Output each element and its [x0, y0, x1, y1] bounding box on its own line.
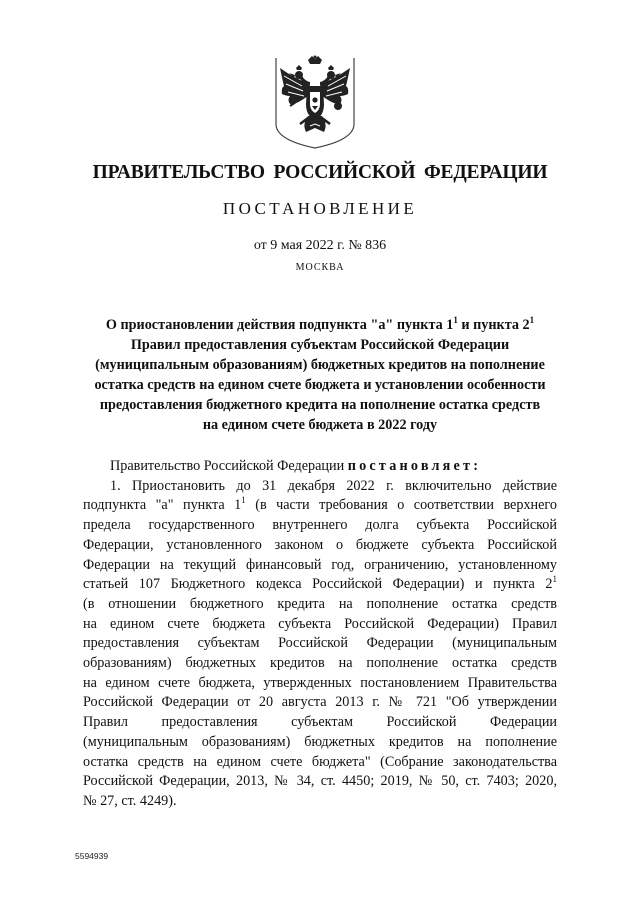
date-and-number: от 9 мая 2022 г. № 836 [253, 238, 387, 253]
body-line: статьей 107 Бюджетного кодекса Российской Федерации) и пункта $2^1$ [83, 574, 557, 593]
body-line: № 27, ст. 4249). [83, 792, 177, 809]
government-name: ПРАВИТЕЛЬСТВО РОССИЙСКОЙ ФЕДЕРАЦИИ [92, 162, 548, 183]
body-line: (муниципальным образованиям) бюджетных кредитов на пополнение [83, 733, 557, 750]
preamble: Правительство Российской Федерации постановляет: [110, 458, 482, 474]
title-line: Правил предоставления субъектам Российской Федерации [130, 337, 510, 353]
title-line: на едином счете бюджета в 2022 году [202, 417, 438, 433]
body-line: Российской Федерации от 20 августа 2013 г. № 721 "Об утверждении [83, 694, 557, 711]
body-line: подпункта "а" пункта $1^1$ (в части требования о соответствии верхнего [83, 495, 557, 514]
document-type: ПОСТАНОВЛЕНИЕ [222, 199, 418, 218]
document-title [60, 315, 580, 435]
body-line: образованиям) бюджетных кредитов на пополнение остатка средств [83, 655, 557, 672]
body-line: (в отношении бюджетного кредита на пополнение остатка средств [83, 595, 557, 612]
document-body [83, 457, 557, 812]
body-line: остатка средств на едином счете бюджета" (Собрание законодательства [83, 753, 557, 770]
title-line: предоставления бюджетного кредита на пополнение остатка средств [99, 397, 541, 413]
body-line: Правил предоставления субъектам Российской Федерации [83, 714, 557, 731]
body-line: Российской Федерации, 2013, № 34, ст. 4450; 2019, № 50, ст. 7403; 2020, [83, 773, 557, 790]
body-line: предела государственного внутреннего долга субъекта Российской [83, 517, 557, 534]
body-line: Федерации на текущий финансовый год, ограничению, установленному [83, 556, 557, 573]
body-line: 1. Приостановить до 31 декабря 2022 г. включительно действие [110, 477, 557, 494]
title-line: (муниципальным образованиям) бюджетных кредитов на пополнение [95, 357, 545, 373]
body-line: на едином счете бюджета, утвержденных постановлением Правительства [83, 674, 557, 691]
body-line: предоставления субъектам Российской Федерации (муниципальным [83, 635, 557, 652]
title-line: остатка средств на едином счете бюджета и установлении особенности [94, 377, 546, 393]
title-line: О приостановлении действия подпункта "а" пункта $1^1$ и пункта $2^1$ [105, 315, 535, 333]
body-line: Федерации, установленного законом о бюджете субъекта Российской [83, 536, 557, 553]
document-code: 5594939 [75, 851, 109, 861]
preamble-action: постановляет: [347, 458, 482, 474]
body-line: на едином счете бюджета субъекта Российской Федерации) Правил [83, 615, 557, 632]
city: МОСКВА [295, 262, 345, 273]
russian-coat-of-arms-icon [272, 54, 358, 150]
